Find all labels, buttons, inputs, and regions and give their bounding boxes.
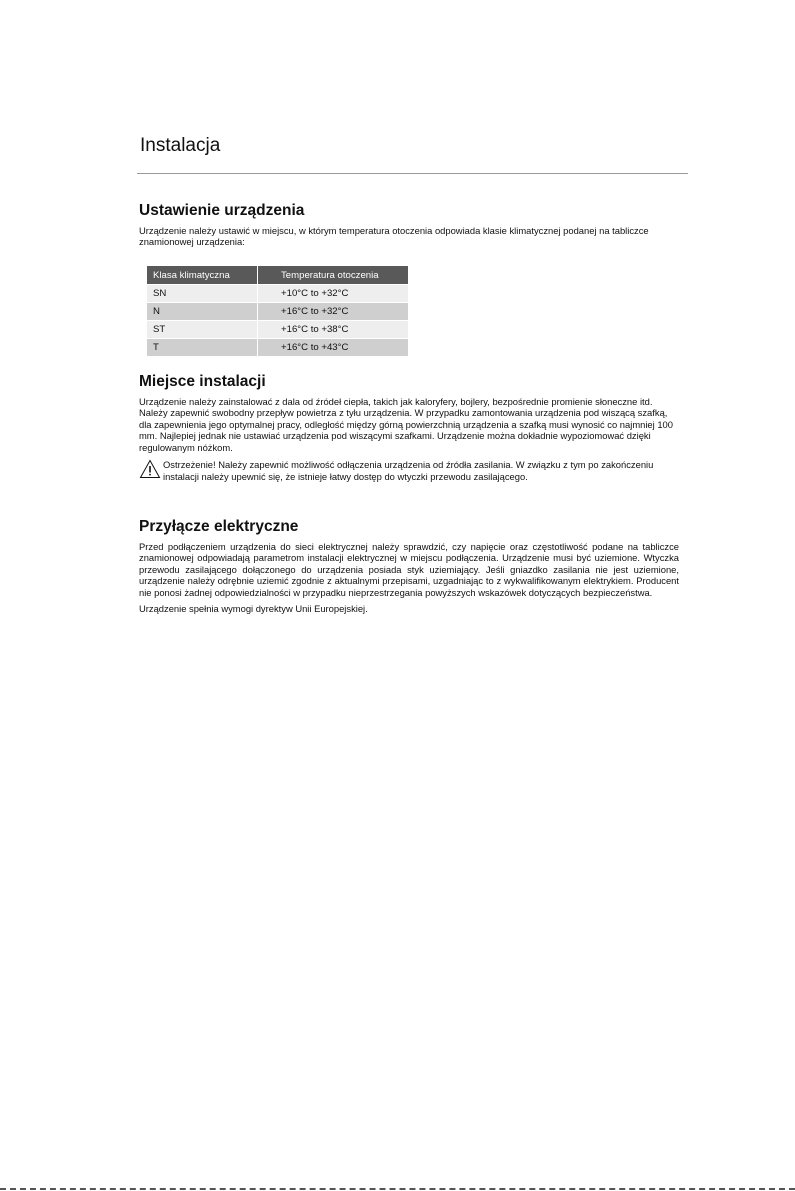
table-cell-class: SN <box>147 285 258 303</box>
table-header-temperature: Temperatura otoczenia <box>258 266 409 285</box>
table-row <box>147 339 408 357</box>
table-header-class: Klasa klimatyczna <box>147 266 258 285</box>
section-electrical <box>139 517 679 614</box>
page-title: Instalacja <box>140 135 221 156</box>
table-cell-temperature: +16°C to +38°C <box>258 321 409 339</box>
section-electrical-text: Przed podłączeniem urządzenia do sieci elektrycznej należy sprawdzić, czy napięcie oraz częstotliwość podane na tabliczce znamionowej odpowiadają parametrom instalacji elektrycznej w miejscu podłączenia. Urządzenie musi być uziemione. Wtyczka przewodu zasilającego dołączonego do urządzenia posiada styk uziemiający. Jeśli gniazdko zasilania nie jest uziemione, urządzenie należy odrębnie uziemić zgodnie z aktualnymi przepisami, uzgadniając to z wykwalifikowanym elektrykiem. Producent nie ponosi żadnej odpowiedzialności w przypadku nieprzestrzegania powyższych wskazówek dotyczących bezpieczeństwa. <box>139 541 679 598</box>
section-placement-text: Urządzenie należy ustawić w miejscu, w którym temperatura otoczenia odpowiada klasie klimatycznej podanej na tabliczce znamionowej urządzenia: <box>139 225 649 248</box>
section-electrical-heading: Przyłącze elektryczne <box>139 518 299 535</box>
section-location-text: Urządzenie należy zainstalować z dala od źródeł ciepła, takich jak kaloryfery, bojlery, bezpośrednie promienie słoneczne itd. Należy zapewnić swobodny przepływ powietrza z tyłu urządzenia. W przypadku zamontowania urządzenia pod wiszącą szafką, dla zapewnienia jego optymalnej pracy, odległość między górną powierzchnią urządzenia a szafką musi wynosić co najmniej 100 mm. Najlepiej jednak nie ustawiać urządzenia pod wiszącymi szafkami. Urządzenie można dokładnie wypoziomować dzięki regulowanym nóżkom. <box>139 396 673 453</box>
table-cell-class: T <box>147 339 258 357</box>
table-cell-temperature: +16°C to +32°C <box>258 303 409 321</box>
section-location-heading: Miejsce instalacji <box>139 373 266 390</box>
section-location <box>139 372 679 482</box>
title-divider <box>137 173 688 174</box>
table-row <box>147 285 408 303</box>
table-row <box>147 303 408 321</box>
table-row <box>147 321 408 339</box>
table-cell-class: ST <box>147 321 258 339</box>
table-cell-temperature: +10°C to +32°C <box>258 285 409 303</box>
table-cell-temperature: +16°C to +43°C <box>258 339 409 357</box>
warning-text: Ostrzeżenie! Należy zapewnić możliwość odłączenia urządzenia od źródła zasilania. W związku z tym po zakończeniu instalacji należy upewnić się, że istnieje łatwy dostęp do wtyczki przewodu zasilającego. <box>163 459 654 482</box>
climate-class-table <box>147 266 408 356</box>
section-placement <box>139 201 679 248</box>
section-electrical-compliance: Urządzenie spełnia wymogi dyrektyw Unii Europejskiej. <box>139 603 368 615</box>
table-cell-class: N <box>147 303 258 321</box>
warning-note <box>139 459 679 482</box>
warning-triangle-icon <box>139 459 161 479</box>
table-header-row <box>147 266 408 285</box>
page-bottom-border <box>0 1188 795 1190</box>
section-placement-heading: Ustawienie urządzenia <box>139 202 305 219</box>
